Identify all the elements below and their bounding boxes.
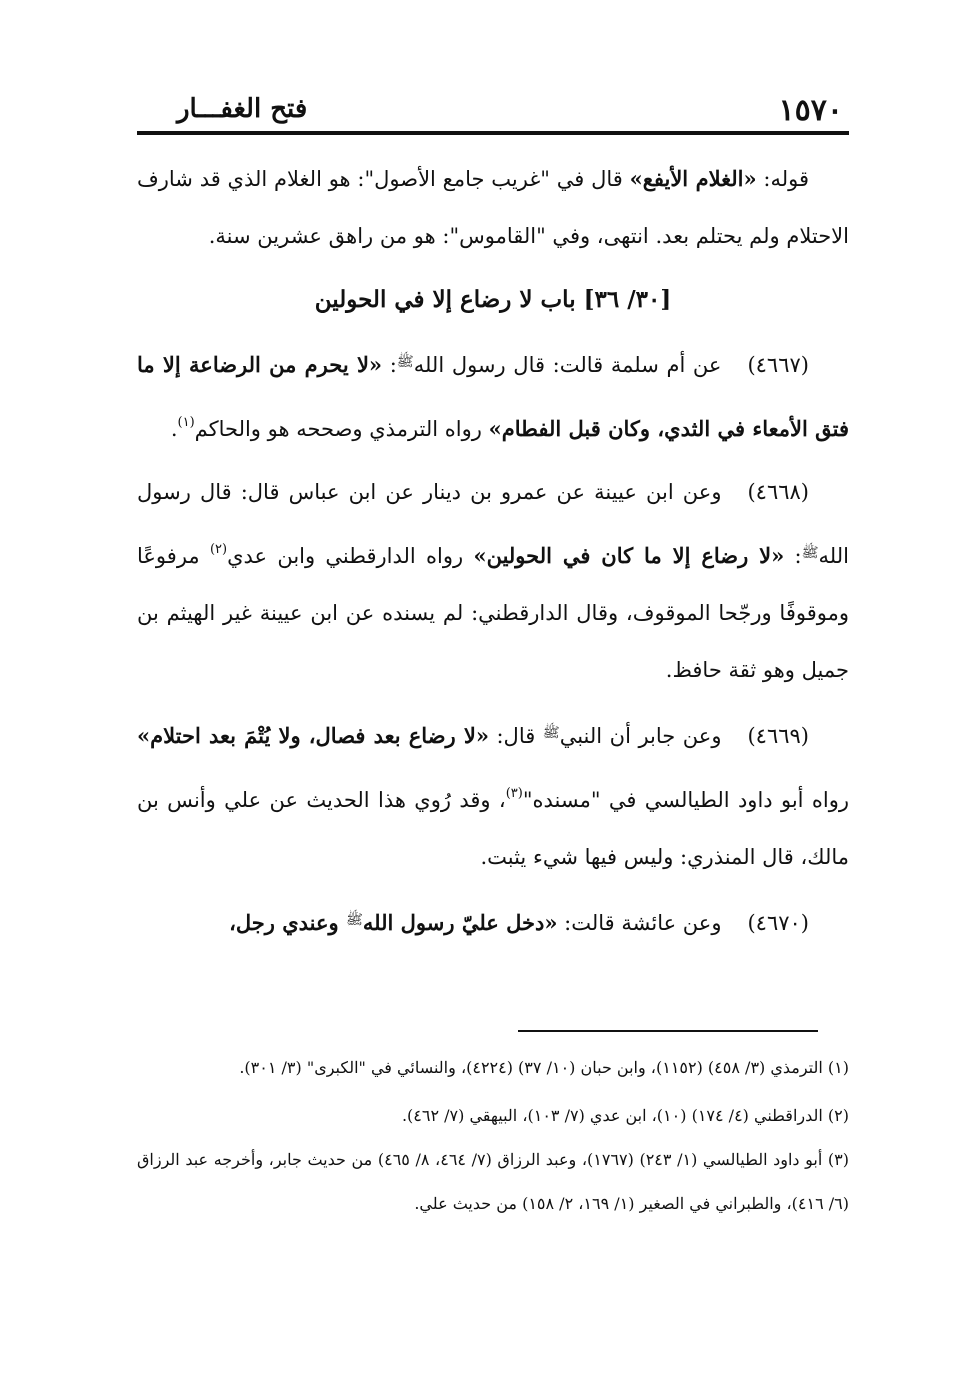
- header-rule: [137, 131, 849, 135]
- hadith-matn: «لا رضاع إلا ما كان في الحولين»: [473, 543, 785, 568]
- intro-paragraph: [137, 150, 849, 265]
- hadith-text: رواه الترمذي وصححه هو والحاكم: [194, 417, 489, 441]
- hadith-text: وعن ابن عيينة عن عمرو بن دينار عن ابن عباس قال: قال رسول الله: [137, 480, 849, 568]
- footnote-ref-1[interactable]: (١): [177, 415, 195, 430]
- intro-text-2: قال في "غريب جامع الأصول": هو الغلام الذي قد شارف الاحتلام ولم يحتلم بعد. انتهى، وفي "القاموس": هو من راهق عشرين سنة.: [137, 167, 849, 248]
- footnote-ref-3[interactable]: (٣): [505, 786, 523, 801]
- hadith-4667: [137, 334, 849, 458]
- hadith-text: ، وقد رُوي هذا الحديث عن علي وأنس بن مالك، قال المنذري: وليس فيها شيء يثبت.: [137, 788, 849, 869]
- hadith-text: .: [170, 417, 178, 441]
- footnote-1: (١) الترمذي (٣/ ٤٥٨) (١١٥٢)، وابن حبان (١٠/ ٣٧) (٤٢٢٤)، والنسائي في "الكبرى" (٣/ ٣٠١).: [239, 1058, 849, 1077]
- chapter-heading: [٣٠/ ٣٦] باب لا رضاع إلا في الحولين: [314, 286, 672, 313]
- hadith-text: وعن جابر أن النبي: [559, 724, 722, 748]
- running-title: فتح الغفـــار: [177, 94, 308, 124]
- hadith-4670: [137, 892, 849, 952]
- footnote-separator: [518, 1030, 818, 1032]
- hadith-number: (٤٦٦٨): [747, 480, 809, 504]
- hadith-text: قال:: [488, 724, 543, 748]
- page-number: ١٥٧٠: [778, 93, 843, 128]
- hadith-number: (٤٦٧٠): [747, 911, 809, 935]
- page-header: [137, 92, 849, 130]
- hadith-text: رواه أبو داود الطيالسي في "مسنده": [522, 788, 849, 812]
- intro-term: «الغلام الأيفع»: [629, 166, 757, 191]
- hadith-number: (٤٦٦٩): [747, 724, 809, 748]
- hadith-4669: [137, 705, 849, 886]
- footnote-ref-2[interactable]: (٢): [209, 542, 228, 557]
- hadith-4668: [137, 464, 849, 699]
- hadith-matn: «لا يحرم من الرضاعة إلا ما فتق الأمعاء في الثدي، وكان قبل الفطام»: [137, 352, 849, 441]
- hadith-text: :: [382, 353, 397, 377]
- main-text: [137, 150, 849, 952]
- salutation-glyph: ﷺ: [396, 354, 414, 370]
- hadith-text: وعن عائشة قالت:: [557, 911, 722, 935]
- footnote-3: (٣) أبو داود الطيالسي (١/ ٢٤٣) (١٧٦٧)، وعبد الرزاق (٧/ ٤٦٤، ٨/ ٤٦٥) من حديث جابر، وأخرجه عبد الرزاق (٦/ ٤١٦)، والطبراني في الصغير (١/ ١٦٩، ٢/ ١٥٨) من حديث علي.: [137, 1150, 849, 1213]
- intro-text-1: قوله:: [756, 167, 809, 191]
- hadith-text: مرفوعًا وموقوفًا ورجّحا الموقوف، وقال الدارقطني: لم يسنده عن ابن عيينة غير الهيثم بن جميل وهو ثقة حافظ.: [137, 544, 849, 682]
- footnotes: [137, 1046, 849, 1226]
- salutation-glyph: ﷺ: [801, 545, 819, 561]
- footnote-2: (٢) الدراقطني (٤/ ١٧٤) (١٠)، ابن عدي (٧/ ١٠٣)، البيهقي (٧/ ٤٦٢).: [401, 1106, 849, 1125]
- salutation-glyph: ﷺ: [542, 725, 560, 741]
- hadith-text: عن أم سلمة قالت: قال رسول الله: [413, 353, 722, 377]
- hadith-matn: «لا رضاع بعد فصال، ولا يُتْمَ بعد احتلام»: [137, 723, 489, 748]
- hadith-text: :: [784, 544, 802, 568]
- hadith-matn: وعندي رجل،: [229, 910, 346, 935]
- salutation-glyph: ﷺ: [345, 912, 363, 928]
- hadith-number: (٤٦٦٧): [747, 353, 809, 377]
- hadith-text: رواه الدارقطني وابن عدي: [227, 544, 474, 568]
- hadith-matn: «دخل عليّ رسول الله: [362, 910, 558, 935]
